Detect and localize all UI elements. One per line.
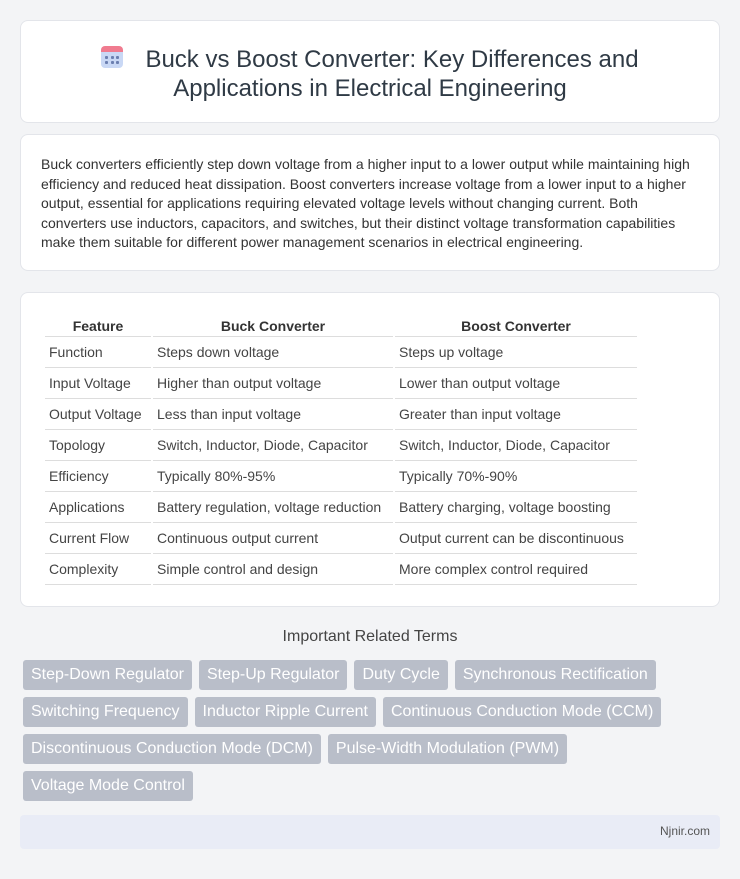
table-cell: Steps down voltage bbox=[153, 337, 393, 368]
title-card bbox=[20, 20, 720, 123]
comparison-card bbox=[20, 292, 720, 607]
table-cell: Battery charging, voltage boosting bbox=[395, 492, 637, 523]
table-row bbox=[45, 523, 637, 554]
table-cell: Current Flow bbox=[45, 523, 151, 554]
term-tag[interactable]: Duty Cycle bbox=[354, 660, 447, 690]
table-cell: Switch, Inductor, Diode, Capacitor bbox=[153, 430, 393, 461]
table-row bbox=[45, 554, 637, 585]
table-cell: Lower than output voltage bbox=[395, 368, 637, 399]
term-tag[interactable]: Discontinuous Conduction Mode (DCM) bbox=[23, 734, 321, 764]
term-tag[interactable]: Inductor Ripple Current bbox=[195, 697, 376, 727]
term-tag[interactable]: Step-Down Regulator bbox=[23, 660, 192, 690]
calendar-icon bbox=[101, 46, 123, 68]
term-tag[interactable]: Switching Frequency bbox=[23, 697, 188, 727]
footer-brand[interactable]: Njnir.com bbox=[659, 824, 710, 838]
table-cell: Topology bbox=[45, 430, 151, 461]
table-row bbox=[45, 430, 637, 461]
table-cell: Less than input voltage bbox=[153, 399, 393, 430]
table-cell: Function bbox=[45, 337, 151, 368]
table-row bbox=[45, 461, 637, 492]
table-row bbox=[45, 399, 637, 430]
table-cell: Simple control and design bbox=[153, 554, 393, 585]
term-tag[interactable]: Continuous Conduction Mode (CCM) bbox=[383, 697, 661, 727]
header-buck: Buck Converter bbox=[153, 315, 393, 337]
title-line-1: Buck vs Boost Converter: Key Differences and bbox=[145, 46, 639, 73]
table-cell: Battery regulation, voltage reduction bbox=[153, 492, 393, 523]
page-title bbox=[21, 45, 719, 103]
footer bbox=[20, 815, 720, 849]
table-cell: Output current can be discontinuous bbox=[395, 523, 637, 554]
table-cell: Typically 80%-95% bbox=[153, 461, 393, 492]
table-cell: Input Voltage bbox=[45, 368, 151, 399]
table-cell: Continuous output current bbox=[153, 523, 393, 554]
related-terms-heading: Important Related Terms bbox=[282, 628, 458, 645]
term-tag[interactable]: Step-Up Regulator bbox=[199, 660, 348, 690]
table-cell: Efficiency bbox=[45, 461, 151, 492]
table-cell: Higher than output voltage bbox=[153, 368, 393, 399]
table-cell: Greater than input voltage bbox=[395, 399, 637, 430]
table-cell: Complexity bbox=[45, 554, 151, 585]
table-cell: More complex control required bbox=[395, 554, 637, 585]
table-cell: Switch, Inductor, Diode, Capacitor bbox=[395, 430, 637, 461]
intro-card bbox=[20, 134, 720, 271]
comparison-table bbox=[43, 315, 639, 585]
table-cell: Steps up voltage bbox=[395, 337, 637, 368]
table-cell: Applications bbox=[45, 492, 151, 523]
table-cell: Typically 70%-90% bbox=[395, 461, 637, 492]
header-feature: Feature bbox=[45, 315, 151, 337]
term-tag[interactable]: Voltage Mode Control bbox=[23, 771, 193, 801]
term-tag[interactable]: Synchronous Rectification bbox=[455, 660, 656, 690]
intro-paragraph: Buck converters efficiently step down voltage from a higher input to a lower output while maintaining high efficiency and reduced heat dissipation. Boost converters increase voltage from a lower input to a higher output, essential for applications requiring elevated voltage levels without changing current. Both converters use inductors, capacitors, and switches, but their distinct voltage transformation capabilities make them suitable for different power management scenarios in electrical engineering. bbox=[41, 156, 690, 250]
table-header-row bbox=[45, 315, 637, 337]
table-row bbox=[45, 337, 637, 368]
related-terms-list bbox=[23, 660, 703, 801]
term-tag[interactable]: Pulse-Width Modulation (PWM) bbox=[328, 734, 567, 764]
title-line-2: Applications in Electrical Engineering bbox=[173, 75, 567, 102]
table-row bbox=[45, 368, 637, 399]
table-cell: Output Voltage bbox=[45, 399, 151, 430]
table-row bbox=[45, 492, 637, 523]
header-boost: Boost Converter bbox=[395, 315, 637, 337]
